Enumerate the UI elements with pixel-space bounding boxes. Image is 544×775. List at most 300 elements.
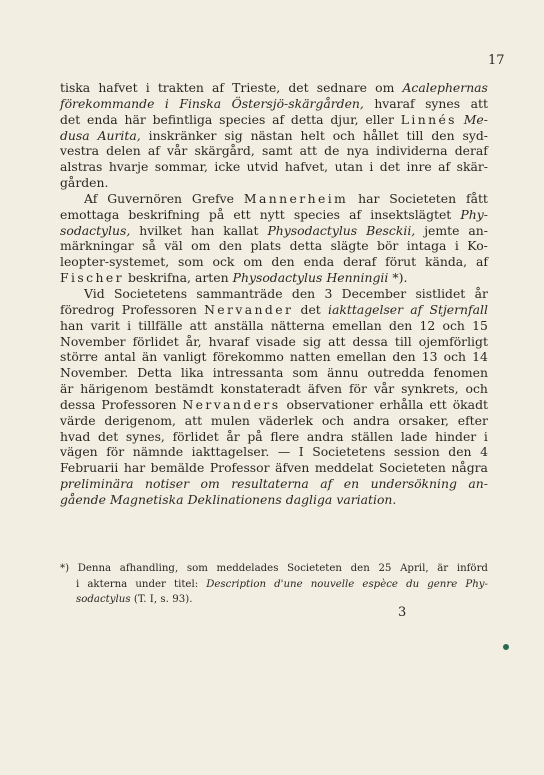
word: deraf bbox=[343, 254, 377, 270]
word: bör bbox=[377, 238, 399, 254]
word: i bbox=[483, 428, 488, 444]
word: om bbox=[191, 238, 211, 254]
word: November. bbox=[60, 365, 129, 381]
lines-line bbox=[60, 381, 488, 397]
word: härigenom bbox=[80, 381, 148, 397]
word: det bbox=[97, 428, 119, 444]
lines-line bbox=[60, 460, 488, 476]
word: Fischer bbox=[60, 270, 124, 286]
word: förlidet bbox=[132, 333, 179, 349]
word: November bbox=[60, 333, 126, 349]
word: Mannerheim bbox=[243, 190, 349, 206]
word: fått bbox=[465, 190, 488, 206]
word: Description bbox=[206, 578, 267, 590]
word: på bbox=[247, 428, 263, 444]
word: af bbox=[438, 159, 451, 175]
word: intressanta bbox=[212, 365, 284, 381]
word: akterna bbox=[87, 578, 128, 590]
word: till bbox=[394, 333, 412, 349]
word: nämnde bbox=[132, 444, 184, 460]
word: Phy- bbox=[460, 206, 488, 222]
word: I bbox=[298, 444, 304, 460]
word: Nervander bbox=[204, 301, 294, 317]
word: de bbox=[324, 143, 340, 159]
word: en bbox=[343, 476, 360, 492]
word: det bbox=[379, 159, 401, 175]
word: Besckii, bbox=[366, 222, 416, 238]
word: förlidet bbox=[172, 428, 219, 444]
word: synes bbox=[425, 95, 461, 111]
word: beskrifna, bbox=[127, 270, 191, 286]
word: af bbox=[410, 301, 423, 317]
word: om bbox=[200, 476, 220, 492]
word: vanligt bbox=[163, 349, 207, 365]
word: den bbox=[350, 563, 370, 574]
word: att bbox=[189, 317, 207, 333]
word: af bbox=[349, 206, 362, 222]
word: hvarje bbox=[108, 159, 149, 175]
word: hvilket bbox=[139, 222, 182, 238]
word: han bbox=[190, 222, 215, 238]
word: (T. bbox=[133, 594, 147, 605]
word: i bbox=[127, 317, 132, 333]
word: och bbox=[443, 349, 466, 365]
word: till bbox=[406, 127, 424, 143]
word: konstateradt bbox=[220, 381, 301, 397]
word: utvid bbox=[246, 159, 279, 175]
word: plats bbox=[250, 238, 282, 254]
word: har bbox=[123, 460, 146, 476]
word: 15 bbox=[472, 317, 488, 333]
word: och bbox=[465, 381, 488, 397]
word: inskränker bbox=[148, 127, 217, 143]
word: skärgård, bbox=[194, 143, 255, 159]
lines-line bbox=[60, 128, 488, 144]
word: espèce bbox=[362, 578, 398, 590]
word: individerna bbox=[376, 143, 448, 159]
word: synkrets, bbox=[401, 381, 459, 397]
word: vår bbox=[373, 381, 395, 397]
word: leopter-systemet, bbox=[60, 254, 170, 270]
word: införd bbox=[456, 563, 488, 574]
word: af bbox=[147, 143, 160, 159]
lines-line bbox=[60, 334, 488, 350]
word: synes, bbox=[125, 428, 165, 444]
word: hvad bbox=[60, 428, 91, 444]
word: år, bbox=[185, 333, 202, 349]
word: ock bbox=[212, 254, 235, 270]
word: sammanträde bbox=[196, 285, 283, 301]
word: år bbox=[474, 285, 488, 301]
word: 25 bbox=[378, 563, 392, 574]
word: efter bbox=[457, 412, 488, 428]
word: än bbox=[141, 349, 158, 365]
word: som bbox=[292, 365, 319, 381]
word: Af bbox=[84, 190, 98, 206]
word: några bbox=[451, 460, 488, 476]
word: Magnetiska bbox=[109, 491, 184, 507]
word: 12 bbox=[419, 317, 436, 333]
word: nytt bbox=[259, 206, 285, 222]
signature-mark: 3 bbox=[398, 605, 407, 620]
word: utan bbox=[334, 159, 363, 175]
lines-line bbox=[60, 223, 488, 239]
word: är bbox=[60, 381, 74, 397]
word: s. bbox=[160, 594, 169, 605]
word: Societeten bbox=[389, 190, 457, 206]
word: kända, bbox=[424, 254, 468, 270]
word: ojemförligt bbox=[418, 333, 488, 349]
word: den bbox=[291, 285, 316, 301]
word: befintliga bbox=[152, 111, 213, 127]
word: hvaraf bbox=[208, 333, 249, 349]
word: Vid bbox=[84, 285, 105, 301]
word: emellan bbox=[336, 349, 387, 365]
word: värde bbox=[60, 412, 96, 428]
word: äfven bbox=[307, 381, 343, 397]
word: December bbox=[341, 285, 407, 301]
word: hafvet, bbox=[284, 159, 329, 175]
word: 3 bbox=[324, 285, 333, 301]
lines-line bbox=[60, 238, 488, 254]
word: Physodactylus bbox=[232, 270, 323, 286]
word: species bbox=[219, 111, 266, 127]
word: Linnés bbox=[400, 111, 457, 127]
word: märkningar bbox=[60, 238, 134, 254]
lines-line bbox=[60, 444, 488, 460]
word: meddelat bbox=[314, 460, 374, 476]
word: observationer bbox=[286, 396, 374, 412]
word: nya bbox=[346, 143, 369, 159]
word: den bbox=[218, 238, 243, 254]
word: att bbox=[299, 143, 317, 159]
word: Trieste, bbox=[232, 80, 281, 95]
lines-line bbox=[60, 191, 488, 207]
word: arten bbox=[194, 270, 229, 286]
lines-line bbox=[60, 286, 488, 302]
lines-line bbox=[60, 492, 488, 508]
word: Februarii bbox=[60, 460, 119, 476]
word: trakten bbox=[157, 80, 204, 95]
word: visade bbox=[255, 333, 296, 349]
word: variation. bbox=[336, 491, 397, 507]
footnote_lines-line bbox=[60, 561, 488, 577]
word: Grefve bbox=[191, 190, 234, 206]
word: an- bbox=[468, 222, 488, 238]
word: detta bbox=[290, 111, 324, 127]
word: iakttagelser. bbox=[191, 444, 270, 460]
word: an- bbox=[468, 476, 488, 492]
lines-line bbox=[60, 96, 488, 112]
word: den bbox=[448, 444, 472, 460]
word: Henningii bbox=[326, 270, 389, 286]
word: nouvelle bbox=[310, 578, 355, 590]
lines-line bbox=[60, 429, 488, 445]
word: sistlidet bbox=[415, 285, 466, 301]
word: d'une bbox=[274, 578, 303, 590]
footnote_lines-line bbox=[60, 577, 488, 593]
word: vägen bbox=[60, 444, 98, 460]
word: deraf bbox=[454, 143, 488, 159]
word: att bbox=[328, 333, 346, 349]
word: afhandling, bbox=[119, 563, 179, 574]
word: tiska bbox=[60, 80, 91, 95]
word: session bbox=[393, 444, 440, 460]
word: den bbox=[392, 349, 416, 365]
word: anställa bbox=[214, 317, 264, 333]
word: af bbox=[476, 254, 488, 270]
word: sodactylus, bbox=[60, 222, 131, 238]
word: ännu bbox=[327, 365, 359, 381]
word: vestra bbox=[60, 143, 99, 159]
word: Professor bbox=[209, 460, 270, 476]
word: Denna bbox=[77, 563, 112, 574]
lines-line bbox=[60, 254, 488, 270]
word: antal bbox=[104, 349, 136, 365]
word: orsaker, bbox=[398, 412, 449, 428]
lines-line bbox=[60, 365, 488, 381]
word: enda bbox=[303, 254, 335, 270]
word: att bbox=[184, 412, 203, 428]
word: inre bbox=[406, 159, 432, 175]
word: Societeten bbox=[379, 460, 446, 476]
word: jemte bbox=[424, 222, 460, 238]
word: den bbox=[431, 127, 455, 143]
word: Me- bbox=[463, 111, 488, 127]
word: bemälde bbox=[150, 460, 205, 476]
word: den bbox=[271, 254, 295, 270]
word: alstras bbox=[60, 159, 103, 175]
word: undersökning bbox=[370, 476, 457, 492]
word: insektslägtet bbox=[370, 206, 452, 222]
word: dessa bbox=[352, 333, 388, 349]
word: fenomen bbox=[433, 365, 488, 381]
word: meddelades bbox=[216, 563, 279, 574]
word: *). bbox=[392, 270, 408, 286]
word: outredda bbox=[367, 365, 425, 381]
word: ett bbox=[233, 206, 251, 222]
word: här bbox=[124, 111, 146, 127]
word: Phy- bbox=[465, 578, 488, 590]
word: han bbox=[60, 317, 84, 333]
word: Societeten bbox=[287, 563, 342, 574]
word: ökadt bbox=[452, 396, 488, 412]
word: af bbox=[212, 80, 225, 95]
lines-line bbox=[60, 318, 488, 334]
word: delen bbox=[106, 143, 141, 159]
lines-line bbox=[60, 80, 488, 96]
word: föredrog bbox=[60, 301, 115, 317]
word: samt bbox=[261, 143, 293, 159]
word: så bbox=[142, 238, 156, 254]
word: intaga bbox=[406, 238, 447, 254]
word: det bbox=[288, 80, 309, 95]
word: enda bbox=[87, 111, 118, 127]
word: Detta bbox=[137, 365, 172, 381]
word: djur, bbox=[330, 111, 359, 127]
word: förekommande bbox=[60, 95, 155, 111]
word: i bbox=[454, 238, 459, 254]
word: sednare bbox=[316, 80, 367, 95]
word: i bbox=[145, 80, 150, 95]
word: tillfälle bbox=[138, 317, 183, 333]
word: emottaga bbox=[60, 206, 120, 222]
word: i bbox=[76, 578, 80, 590]
word: Nervanders bbox=[182, 396, 281, 412]
word: Finska bbox=[179, 95, 222, 111]
word: flere bbox=[270, 428, 300, 444]
word: i bbox=[164, 95, 169, 111]
word: ställen bbox=[351, 428, 394, 444]
word: slägte bbox=[330, 238, 369, 254]
word: ett bbox=[429, 396, 447, 412]
word: andra bbox=[353, 412, 390, 428]
lines-line bbox=[60, 476, 488, 492]
word: Guvernören bbox=[107, 190, 183, 206]
body-text bbox=[60, 80, 488, 508]
word: för bbox=[348, 381, 367, 397]
word: notiser bbox=[145, 476, 190, 492]
word: andra bbox=[306, 428, 344, 444]
word: beskrifning bbox=[128, 206, 200, 222]
word: hinder bbox=[435, 428, 477, 444]
word: det bbox=[300, 301, 321, 317]
word: titel: bbox=[173, 578, 199, 590]
word: species bbox=[293, 206, 341, 222]
word: icke bbox=[214, 159, 241, 175]
word: detta bbox=[289, 238, 323, 254]
word: sodactylus bbox=[76, 594, 131, 605]
word: helt bbox=[300, 127, 325, 143]
word: af bbox=[320, 476, 333, 492]
word: att bbox=[470, 95, 488, 111]
word: iakttagelser bbox=[328, 301, 404, 317]
word: det bbox=[60, 111, 81, 127]
lines-line bbox=[60, 270, 488, 286]
word: kallat bbox=[223, 222, 259, 238]
word: 93). bbox=[172, 594, 193, 605]
word: hafvet bbox=[98, 80, 138, 95]
word: mulen bbox=[210, 412, 250, 428]
word: är bbox=[437, 563, 449, 574]
lines-line bbox=[60, 159, 488, 175]
word: i bbox=[369, 159, 374, 175]
word: Ko- bbox=[467, 238, 488, 254]
word: syd- bbox=[462, 127, 488, 143]
word: och bbox=[332, 127, 356, 143]
word: nätterna bbox=[270, 317, 325, 333]
word: hvaraf bbox=[374, 95, 415, 111]
word: varit bbox=[90, 317, 120, 333]
ink-dot bbox=[503, 644, 509, 650]
word: Aurita, bbox=[97, 127, 141, 143]
word: dessa bbox=[60, 396, 96, 412]
word: April, bbox=[400, 563, 429, 574]
lines-line bbox=[60, 175, 488, 191]
lines-line bbox=[60, 397, 488, 413]
word: 4 bbox=[480, 444, 488, 460]
word: Physodactylus bbox=[267, 222, 358, 238]
footnotes bbox=[60, 561, 488, 608]
word: äfven bbox=[275, 460, 310, 476]
footnote_lines-line bbox=[60, 592, 488, 608]
word: som bbox=[178, 254, 204, 270]
word: vår bbox=[167, 143, 188, 159]
word: nästan bbox=[250, 127, 293, 143]
word: om bbox=[243, 254, 263, 270]
word: Stjernfall bbox=[429, 301, 488, 317]
word: större bbox=[60, 349, 98, 365]
word: Societetens bbox=[312, 444, 386, 460]
lines-line bbox=[60, 207, 488, 223]
word: sig bbox=[302, 333, 322, 349]
word: Deklinationens bbox=[187, 491, 282, 507]
lines-line bbox=[60, 143, 488, 159]
word: emellan bbox=[332, 317, 382, 333]
word: Professoren bbox=[101, 396, 177, 412]
word: gående bbox=[60, 491, 106, 507]
word: 14 bbox=[472, 349, 488, 365]
word: hållet bbox=[363, 127, 399, 143]
word: förut bbox=[385, 254, 417, 270]
word: väl bbox=[164, 238, 183, 254]
word: gården. bbox=[60, 175, 109, 191]
word: den bbox=[389, 317, 413, 333]
word: sommar, bbox=[154, 159, 208, 175]
word: år bbox=[226, 428, 240, 444]
word: eller bbox=[365, 111, 394, 127]
lines-line bbox=[60, 413, 488, 429]
lines-line bbox=[60, 112, 488, 128]
word: för bbox=[106, 444, 125, 460]
word: af bbox=[272, 111, 285, 127]
word: *) bbox=[60, 563, 70, 574]
word: har bbox=[358, 190, 380, 206]
word: om bbox=[375, 80, 395, 95]
word: dagliga bbox=[285, 491, 333, 507]
page-number: 17 bbox=[488, 53, 505, 68]
lines-line bbox=[60, 302, 488, 318]
word: som bbox=[186, 563, 208, 574]
word: derigenom, bbox=[104, 412, 176, 428]
word: och bbox=[321, 412, 345, 428]
word: preliminära bbox=[60, 476, 134, 492]
word: du bbox=[406, 578, 420, 590]
word: väderlek bbox=[258, 412, 314, 428]
word: Societetens bbox=[113, 285, 188, 301]
word: genre bbox=[427, 578, 458, 590]
word: Professoren bbox=[121, 301, 197, 317]
word: och bbox=[442, 317, 465, 333]
word: erhålla bbox=[379, 396, 424, 412]
word: resultaterna bbox=[231, 476, 309, 492]
word: bestämdt bbox=[154, 381, 214, 397]
word: på bbox=[208, 206, 225, 222]
word: lade bbox=[400, 428, 428, 444]
lines-line bbox=[60, 349, 488, 365]
word: 13 bbox=[421, 349, 438, 365]
word: skär- bbox=[456, 159, 488, 175]
word: under bbox=[135, 578, 166, 590]
word: sig bbox=[224, 127, 243, 143]
word: natten bbox=[289, 349, 331, 365]
word: Östersjö-skärgården, bbox=[231, 95, 364, 111]
word: I, bbox=[149, 594, 158, 605]
word: dusa bbox=[60, 127, 90, 143]
word: lika bbox=[180, 365, 204, 381]
word: förekommo bbox=[212, 349, 284, 365]
word: Acalephernas bbox=[402, 80, 488, 95]
